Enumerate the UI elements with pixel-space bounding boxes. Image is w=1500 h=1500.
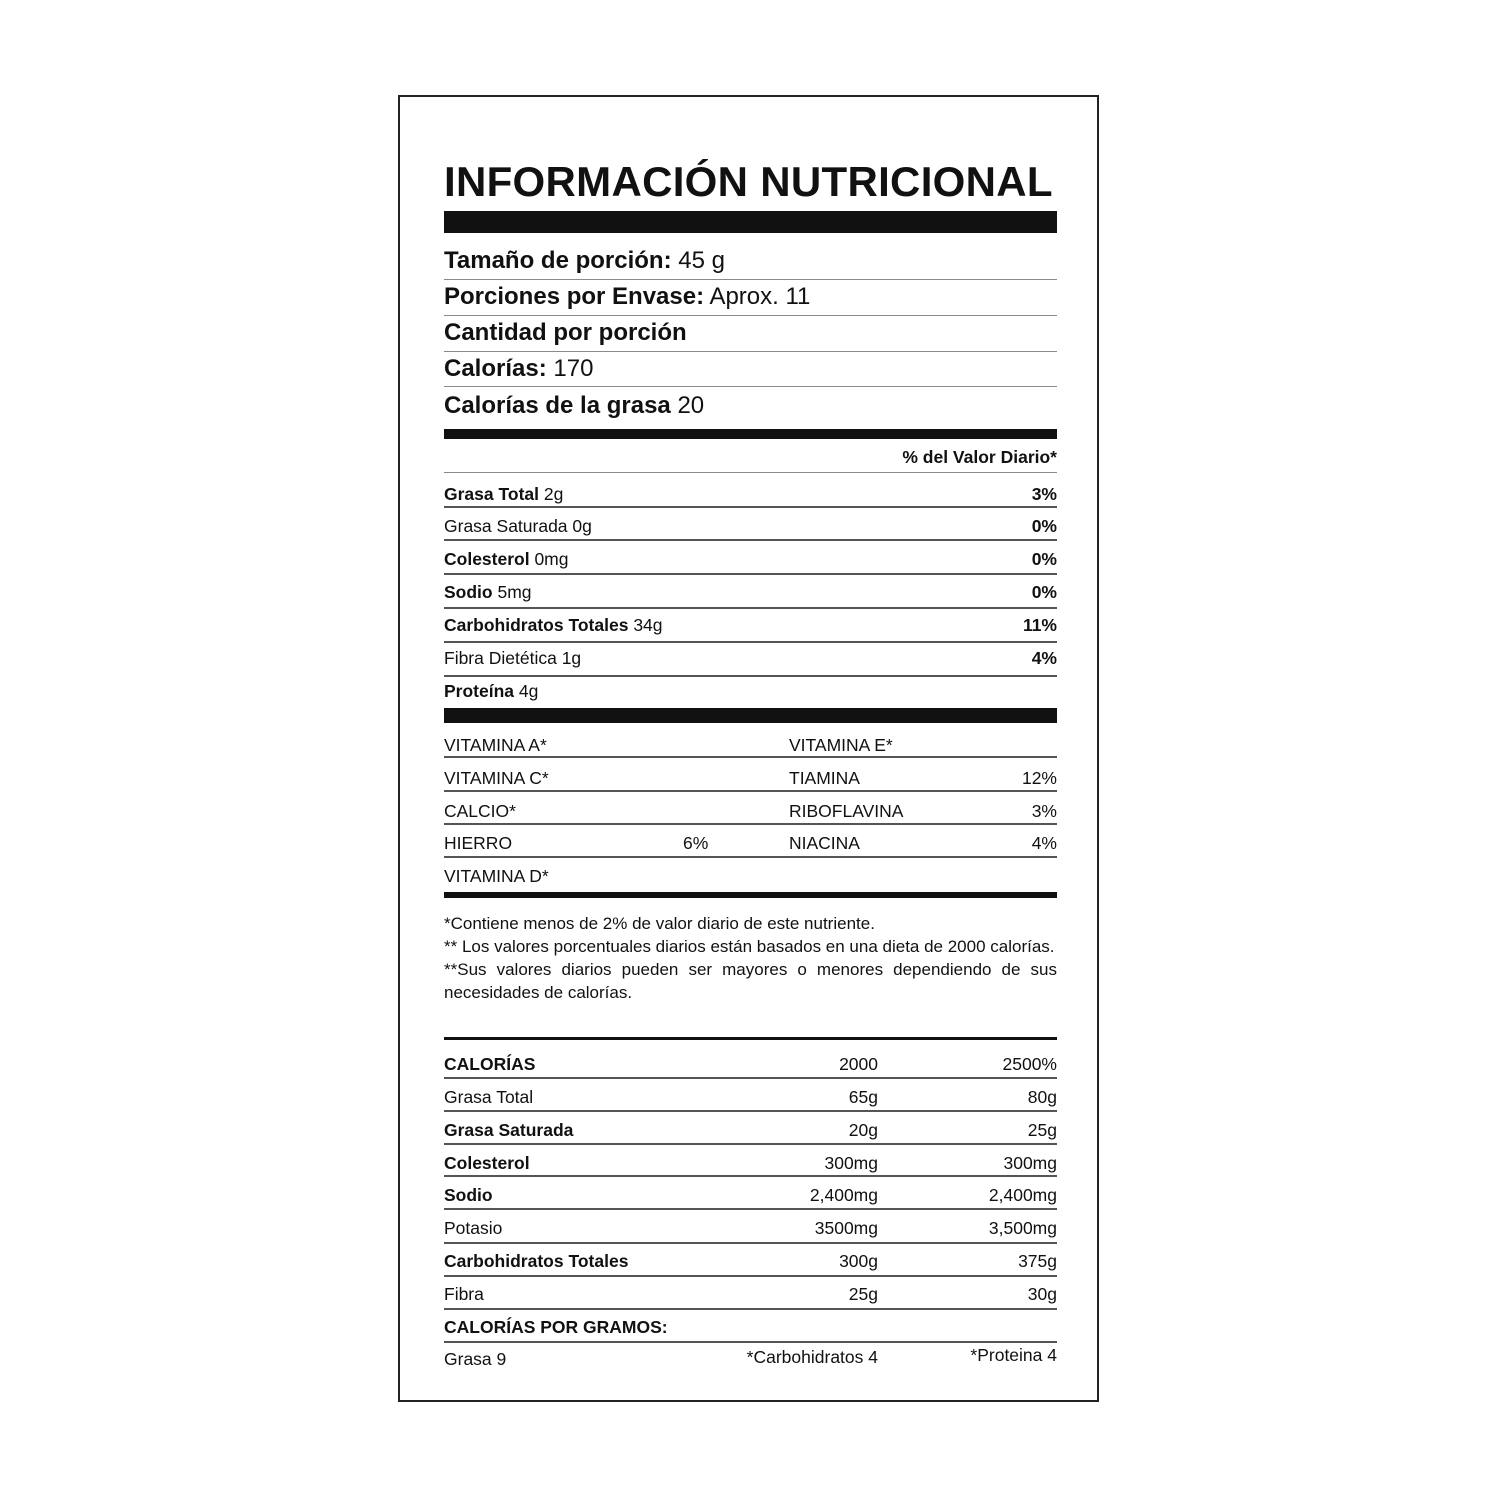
reference-label: Fibra: [444, 1284, 484, 1304]
reference-value: 2,400mg: [809, 1185, 878, 1205]
divider: [444, 1077, 1057, 1079]
fat-calories-value: 20: [677, 392, 705, 419]
reference-label: Grasa Total: [444, 1087, 534, 1107]
reference-value: 20g: [848, 1120, 878, 1140]
reference-value: 300g: [839, 1251, 878, 1271]
fat-calories-label: Calorías de la grasa: [444, 392, 671, 419]
calories-label: Calorías:: [444, 355, 547, 382]
divider: [444, 607, 1057, 609]
divider: [444, 756, 1057, 758]
reference-value: 3500mg: [814, 1218, 878, 1238]
nutrient-amount: 1g: [561, 648, 582, 668]
reference-value: 25g: [1027, 1120, 1057, 1140]
divider: [444, 1308, 1057, 1310]
thick-divider: [444, 892, 1057, 898]
footnote: **Sus valores diarios pueden ser mayores o menores dependiendo de sus necesidades de calorías.: [444, 960, 1057, 1002]
vitamin-value: 6%: [683, 833, 709, 853]
reference-label: Grasa Saturada: [444, 1120, 574, 1140]
nutrient-row-fibra: [444, 646, 1057, 670]
nutrient-row-grasa-total: [444, 482, 1057, 506]
divider: [444, 675, 1057, 677]
divider: [444, 539, 1057, 541]
nutrient-dv: 0%: [1031, 516, 1057, 536]
reference-value: 375g: [1018, 1251, 1057, 1271]
servings-per-container-row: [444, 282, 1057, 312]
reference-label: Sodio: [444, 1185, 493, 1205]
vitamin-value: 12%: [1021, 768, 1057, 788]
fat-calories-row: [444, 391, 1057, 421]
footnotes: [444, 912, 1057, 1004]
nutrient-name: Grasa Total: [444, 484, 539, 504]
nutrient-amount: 2g: [543, 484, 564, 504]
amount-per-serving: Cantidad por porción: [444, 319, 687, 346]
serving-size-row: [444, 246, 1057, 276]
reference-value: 30g: [1027, 1284, 1057, 1304]
nutrient-name: Carbohidratos Totales: [444, 615, 629, 635]
nutrient-dv: 3%: [1031, 484, 1057, 504]
calories-value: 170: [553, 355, 594, 382]
vitamin-name: VITAMINA D*: [444, 866, 549, 886]
divider: [444, 1242, 1057, 1244]
divider: [444, 386, 1057, 387]
thick-divider: [444, 708, 1057, 723]
nutrient-name: Fibra Dietética: [444, 648, 557, 668]
nutrient-row-grasa-saturada: [444, 514, 1057, 538]
per-gram-carbs: *Carbohidratos 4: [746, 1347, 878, 1367]
reference-value: 65g: [848, 1087, 878, 1107]
vitamin-value: 3%: [1031, 801, 1057, 821]
nutrient-name: Grasa Saturada: [444, 516, 568, 536]
nutrient-amount: 4g: [518, 681, 539, 701]
reference-label: Potasio: [444, 1218, 503, 1238]
nutrient-row-colesterol: [444, 547, 1057, 571]
serving-size-value: 45 g: [678, 247, 725, 274]
footnote: *Contiene menos de 2% de valor diario de este nutriente.: [444, 914, 875, 933]
nutrient-row-sodio: [444, 580, 1057, 604]
calories-row: [444, 354, 1057, 384]
divider: [444, 315, 1057, 316]
divider: [444, 1143, 1057, 1145]
per-gram-protein: *Proteina 4: [970, 1345, 1057, 1365]
reference-col-2500: 2500%: [1002, 1054, 1057, 1074]
servings-value: Aprox. 11: [709, 283, 811, 310]
nutrient-dv: 4%: [1031, 648, 1057, 668]
divider: [444, 1175, 1057, 1177]
nutrient-amount: 0g: [572, 516, 592, 536]
vitamin-name: HIERRO: [444, 833, 513, 853]
thick-divider: [444, 211, 1057, 233]
nutrient-amount: 34g: [633, 615, 663, 635]
nutrient-dv: 0%: [1031, 582, 1057, 602]
reference-value: 3,500mg: [988, 1218, 1057, 1238]
nutrient-row-carbohidratos: [444, 613, 1057, 637]
reference-label: Colesterol: [444, 1153, 530, 1173]
vitamin-name: RIBOFLAVINA: [789, 801, 904, 821]
nutrient-row-proteina: [444, 679, 1057, 703]
reference-value: 80g: [1027, 1087, 1057, 1107]
divider: [444, 1275, 1057, 1277]
reference-value: 25g: [848, 1284, 878, 1304]
nutrient-dv: 11%: [1022, 615, 1057, 635]
divider: [444, 351, 1057, 352]
label-title: INFORMACIÓN NUTRICIONAL: [444, 158, 1053, 205]
vitamin-name: NIACINA: [789, 833, 860, 853]
nutrient-name: Sodio: [444, 582, 493, 602]
divider: [444, 1110, 1057, 1112]
serving-size-label: Tamaño de porción:: [444, 247, 672, 274]
daily-value-header: % del Valor Diario*: [902, 447, 1057, 467]
vitamin-value: 4%: [1031, 833, 1057, 853]
divider: [444, 1208, 1057, 1210]
divider: [444, 641, 1057, 643]
vitamin-name: TIAMINA: [789, 768, 860, 788]
nutrient-name: Colesterol: [444, 549, 530, 569]
divider: [444, 790, 1057, 792]
vitamin-name: VITAMINA E*: [789, 735, 893, 755]
reference-label: Carbohidratos Totales: [444, 1251, 629, 1271]
reference-col-2000: 2000: [839, 1054, 878, 1074]
vitamin-name: VITAMINA A*: [444, 735, 547, 755]
footnote: ** Los valores porcentuales diarios están basados en una dieta de 2000 calorías.: [444, 937, 1055, 956]
vitamin-name: CALCIO*: [444, 801, 516, 821]
divider: [444, 823, 1057, 825]
nutrient-amount: 0mg: [534, 549, 569, 569]
reference-value: 300mg: [1003, 1153, 1057, 1173]
per-gram-fat: Grasa 9: [444, 1349, 507, 1369]
divider: [444, 279, 1057, 280]
calories-per-gram-title: CALORÍAS POR GRAMOS:: [444, 1317, 668, 1337]
nutrient-name: Proteína: [444, 681, 515, 701]
nutrient-amount: 5mg: [497, 582, 532, 602]
nutrient-dv: 0%: [1031, 549, 1057, 569]
divider: [444, 856, 1057, 858]
thick-divider: [444, 429, 1057, 439]
divider: [444, 506, 1057, 508]
reference-label: CALORÍAS: [444, 1054, 536, 1074]
servings-label: Porciones por Envase:: [444, 283, 705, 310]
thick-divider: [444, 1037, 1057, 1040]
divider: [444, 472, 1057, 473]
reference-value: 2,400mg: [988, 1185, 1057, 1205]
divider: [444, 1341, 1057, 1343]
divider: [444, 573, 1057, 575]
nutrition-label: [398, 95, 1099, 1402]
reference-value: 300mg: [824, 1153, 878, 1173]
vitamin-name: VITAMINA C*: [444, 768, 549, 788]
